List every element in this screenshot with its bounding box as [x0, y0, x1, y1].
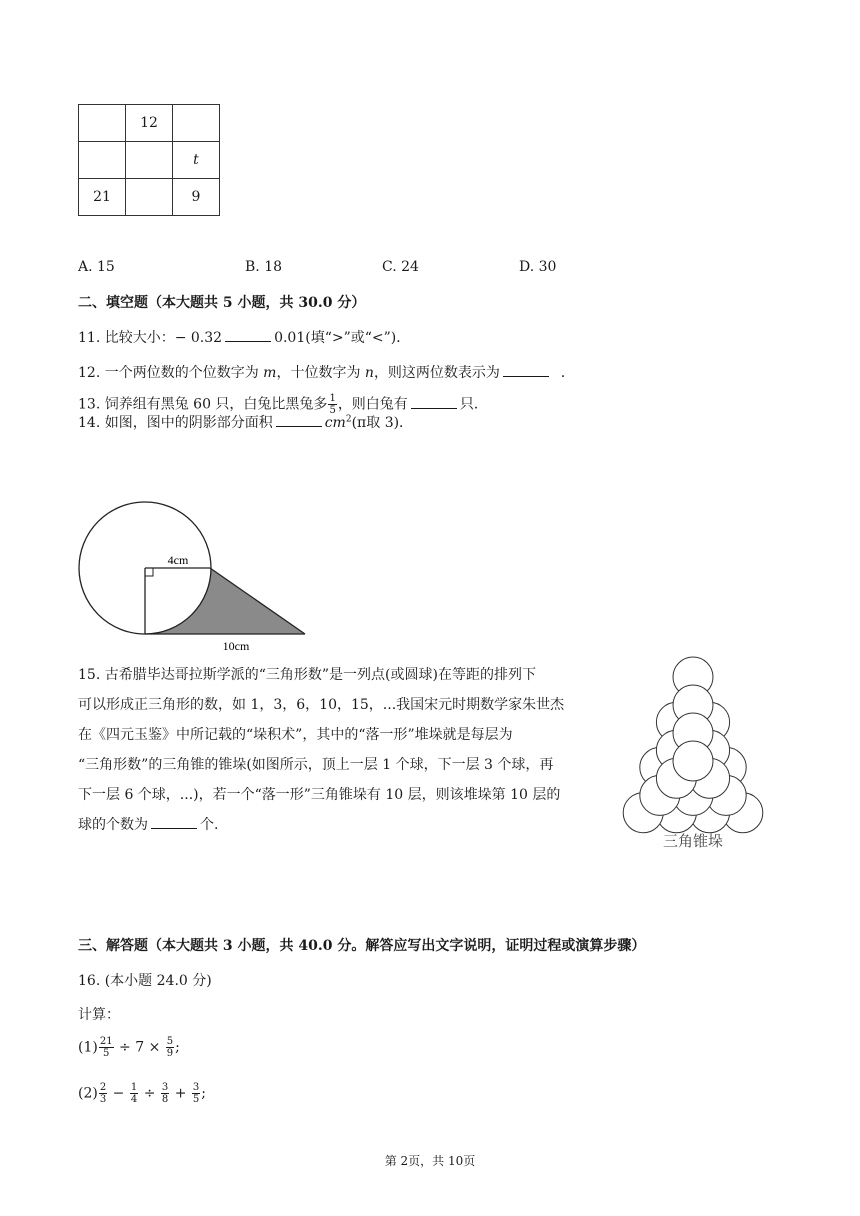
answer-blank [411, 396, 457, 409]
q14-text-b: (π取 3)． [351, 415, 414, 431]
q15-last-b: 个. [200, 817, 219, 833]
denominator: 4 [130, 1094, 138, 1105]
q13-text-a: 13. 饲养组有黑兔 60 只，白兔比黑兔多 [78, 396, 328, 413]
q15-line-last [78, 810, 564, 840]
section-heading-solve: 三、解答题（本大题共 3 小题，共 40.0 分。解答应写出文字说明，证明过程或演算步骤） [78, 938, 646, 954]
q15-last-a: 球的个数为 [78, 817, 148, 833]
question-14 [78, 412, 413, 432]
operator: ÷ 7 × [119, 1039, 161, 1056]
label-10cm: 10cm [222, 639, 250, 653]
numerator: 3 [161, 1082, 169, 1093]
q11-text-b: 0.01(填“>”或“<”)． [274, 330, 411, 346]
q12-var-n: n [364, 365, 374, 381]
fraction [99, 1082, 107, 1105]
circle-triangle-figure [76, 500, 316, 653]
grid-cell [126, 179, 173, 216]
label-4cm: 4cm [167, 553, 189, 567]
q14-text-a: 14. 如图，图中的阴影部分面积 [78, 415, 273, 431]
operator: + [174, 1085, 187, 1102]
grid-cell [79, 142, 126, 179]
pyramid-stack-figure [608, 655, 788, 855]
q11-text-a: 11. 比较大小：− 0.32 [78, 330, 223, 346]
denominator: 3 [99, 1094, 107, 1105]
fraction [99, 1036, 114, 1059]
ball [673, 741, 713, 781]
part-label: (2) [78, 1085, 98, 1102]
grid-cell [79, 105, 126, 142]
numerator: 5 [166, 1036, 174, 1047]
terminator: ; [175, 1039, 180, 1056]
option-b: B. 18 [245, 259, 283, 275]
operator: ÷ [143, 1085, 156, 1102]
q13-text-b: ，则白兔有 [337, 396, 408, 413]
q12-text-b: ，十位数字为 [276, 365, 361, 381]
q12-var-m: m [263, 365, 277, 381]
denominator: 5 [329, 405, 336, 416]
numerator: 2 [99, 1082, 107, 1093]
fraction [166, 1036, 174, 1059]
grid-cell: 21 [79, 179, 126, 216]
figure-caption: 三角锥垛 [662, 832, 724, 850]
option-d: D. 30 [519, 259, 557, 275]
grid-cell [126, 142, 173, 179]
numerator: 1 [329, 393, 336, 404]
q12-text-d: ． [560, 365, 575, 381]
denominator: 5 [192, 1094, 200, 1105]
question-12 [78, 362, 575, 382]
q15-line: 在《四元玉鉴》中所记载的“垛积术”，其中的“落一形”堆垛就是每层为 [78, 727, 513, 743]
q16-part-1 [78, 1036, 180, 1059]
denominator: 9 [166, 1048, 174, 1059]
fraction [161, 1082, 169, 1105]
q15-line: 下一层 6 个球，...)，若一个“落一形”三角锥垛有 10 层，则该堆垛第 10 层的 [78, 787, 561, 803]
denominator: 5 [103, 1048, 110, 1059]
grid-cell: t [173, 142, 220, 179]
fraction [130, 1082, 138, 1105]
fraction [192, 1082, 200, 1105]
number-grid [78, 104, 220, 216]
grid-cell [173, 105, 220, 142]
answer-blank [225, 329, 271, 342]
question-16-instruction: 计算： [78, 1007, 120, 1023]
denominator: 8 [161, 1094, 169, 1105]
q15-line: 15. 古希腊毕达哥拉斯学派的“三角形数”是一列点(或圆球)在等距的排列下 [78, 667, 536, 683]
q15-line: 可以形成正三角形的数，如 1，3，6，10，15，...我国宋元时期数学家朱世杰 [78, 697, 565, 713]
q13-text-c: 只. [459, 396, 479, 413]
numerator: 1 [130, 1082, 138, 1093]
q16-part-2 [78, 1082, 206, 1105]
q12-text-c: ，则这两位数表示为 [373, 365, 500, 381]
option-c: C. 24 [382, 259, 419, 275]
question-15 [78, 660, 564, 840]
section-heading-fill-blank: 二、填空题（本大题共 5 小题，共 30.0 分） [78, 295, 366, 311]
answer-blank [276, 414, 322, 427]
numerator: 21 [99, 1036, 113, 1047]
q12-text-a: 12. 一个两位数的个位数字为 [78, 365, 259, 381]
q14-exponent: 2 [345, 414, 352, 425]
grid-cell: 9 [173, 179, 220, 216]
part-label: (1) [78, 1039, 98, 1056]
numerator: 3 [192, 1082, 200, 1093]
q14-unit: cm [324, 415, 346, 431]
question-11 [78, 327, 410, 347]
operator: − [112, 1085, 125, 1102]
page-footer: 第 2页，共 10页 [384, 1154, 476, 1168]
grid-cell: 12 [126, 105, 173, 142]
question-16-title: 16. (本小题 24.0 分) [78, 973, 212, 989]
answer-blank [503, 364, 549, 377]
terminator: ; [201, 1085, 206, 1102]
option-a: A. 15 [78, 259, 115, 275]
answer-blank [151, 816, 197, 829]
q15-line: “三角形数”的三角锥的锥垛(如图所示，顶上一层 1 个球，下一层 3 个球，再 [78, 757, 554, 773]
